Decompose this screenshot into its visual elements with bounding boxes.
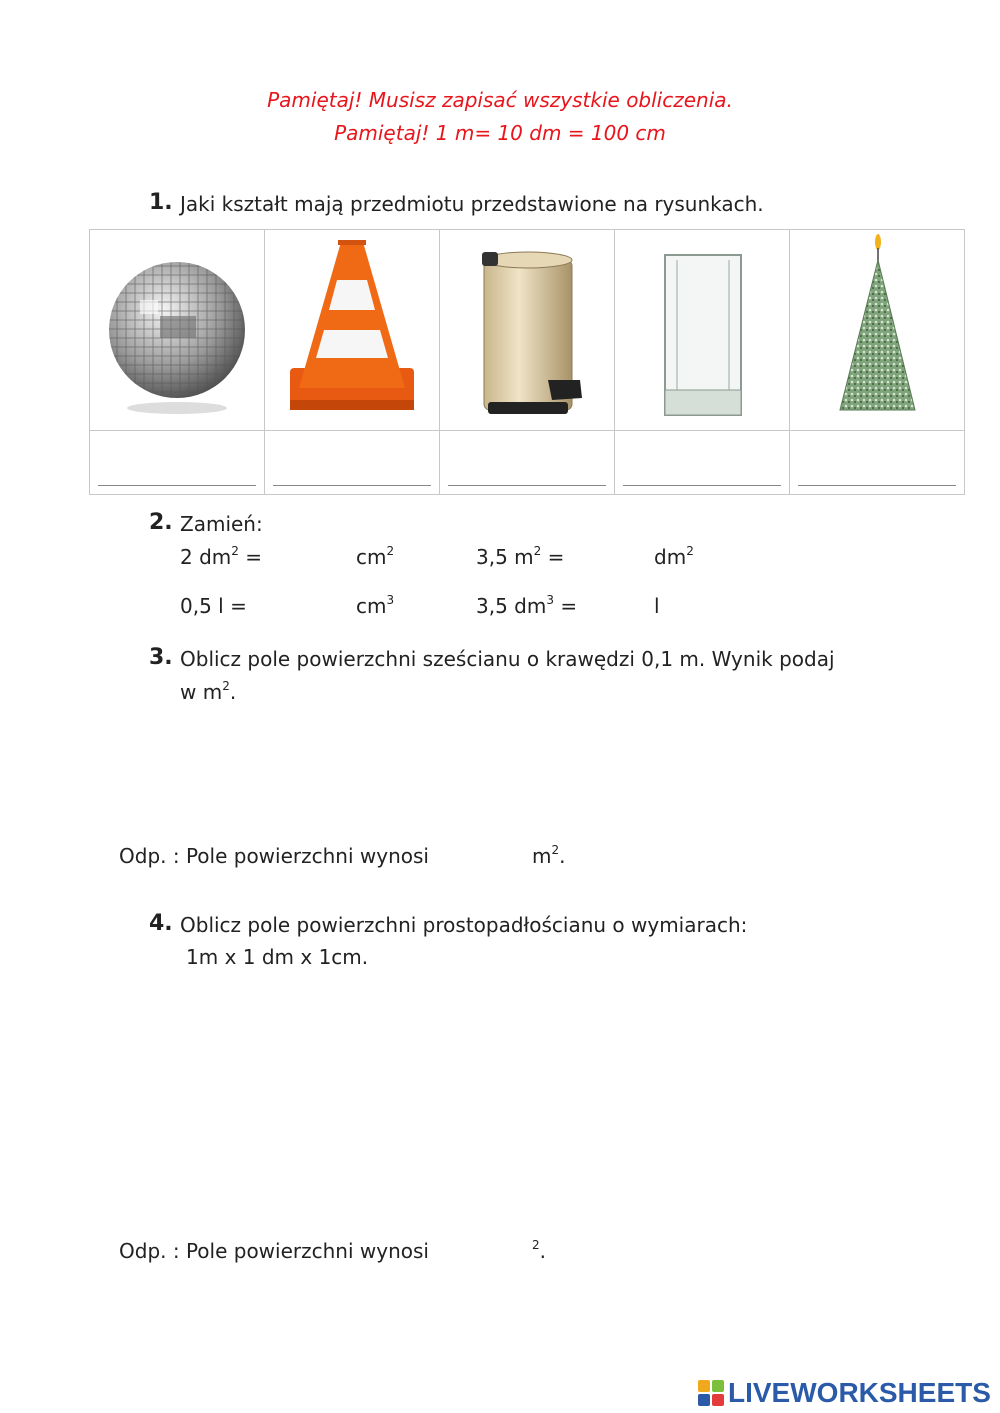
task-1-number: 1. (149, 190, 173, 215)
answer-line (98, 484, 256, 486)
reminder-line-2: Pamiętaj! 1 m= 10 dm = 100 cm (334, 121, 666, 145)
pedal-bin-image (440, 230, 614, 430)
task-4-answer: Odp. : Pole powierzchni wynosi (119, 1239, 429, 1263)
image-cell (265, 230, 440, 431)
conversion-1-left: 2 $dm^2$ = (180, 544, 263, 569)
task-3-line-2: w $m^2$. (180, 679, 237, 704)
reminder-line-1: Pamiętaj! Musisz zapisać wszystkie obliczenia. (267, 88, 733, 112)
task-4-line-2: 1m x 1 dm x 1cm. (186, 945, 369, 969)
task-2-number: 2. (149, 510, 173, 535)
task-3-answer: Odp. : Pole powierzchni wynosi (119, 844, 429, 868)
pyramid-candle-image (790, 230, 964, 430)
answer-cell[interactable] (90, 431, 265, 495)
answer-line (798, 484, 956, 486)
answer-line (273, 484, 431, 486)
image-cell (440, 230, 615, 431)
image-cell (790, 230, 965, 431)
logo-text: LIVEWORKSHEETS (728, 1377, 991, 1408)
answer-cell[interactable] (790, 431, 965, 495)
task-4-number: 4. (149, 911, 173, 936)
answer-line (448, 484, 606, 486)
shapes-table (89, 229, 965, 495)
traffic-cone-image (265, 230, 439, 430)
liveworksheets-logo (698, 1378, 991, 1408)
image-cell (90, 230, 265, 431)
task-4-line-1: Oblicz pole powierzchni prostopadłościanu o wymiarach: (180, 913, 748, 937)
conversion-3-unit: $cm^3$ (356, 593, 395, 618)
answer-cell[interactable] (265, 431, 440, 495)
logo-icon (698, 1380, 724, 1406)
task-3-line-1: Oblicz pole powierzchni sześcianu o krawędzi 0,1 m. Wynik podaj (180, 647, 835, 671)
answer-cell[interactable] (615, 431, 790, 495)
conversion-2-left: 3,5 $m^2$ = (476, 544, 565, 569)
task-4-answer-unit: $^2$. (532, 1238, 546, 1263)
conversion-1-unit: $cm^2$ (356, 544, 395, 569)
image-cell (615, 230, 790, 431)
conversion-4-unit: l (654, 594, 660, 618)
conversion-2-unit: $dm^2$ (654, 544, 694, 569)
answer-cell[interactable] (440, 431, 615, 495)
task-2-text: Zamień: (180, 512, 263, 536)
task-3-number: 3. (149, 645, 173, 670)
glass-vase-image (615, 230, 789, 430)
task-1-text: Jaki kształt mają przedmiotu przedstawione na rysunkach. (180, 192, 764, 216)
disco-ball-image (90, 230, 264, 430)
answer-line (623, 484, 781, 486)
conversion-4-left: 3,5 $dm^3$ = (476, 593, 578, 618)
conversion-3-left: 0,5 l = (180, 594, 247, 618)
task-3-answer-unit: $m^2$. (532, 843, 566, 868)
